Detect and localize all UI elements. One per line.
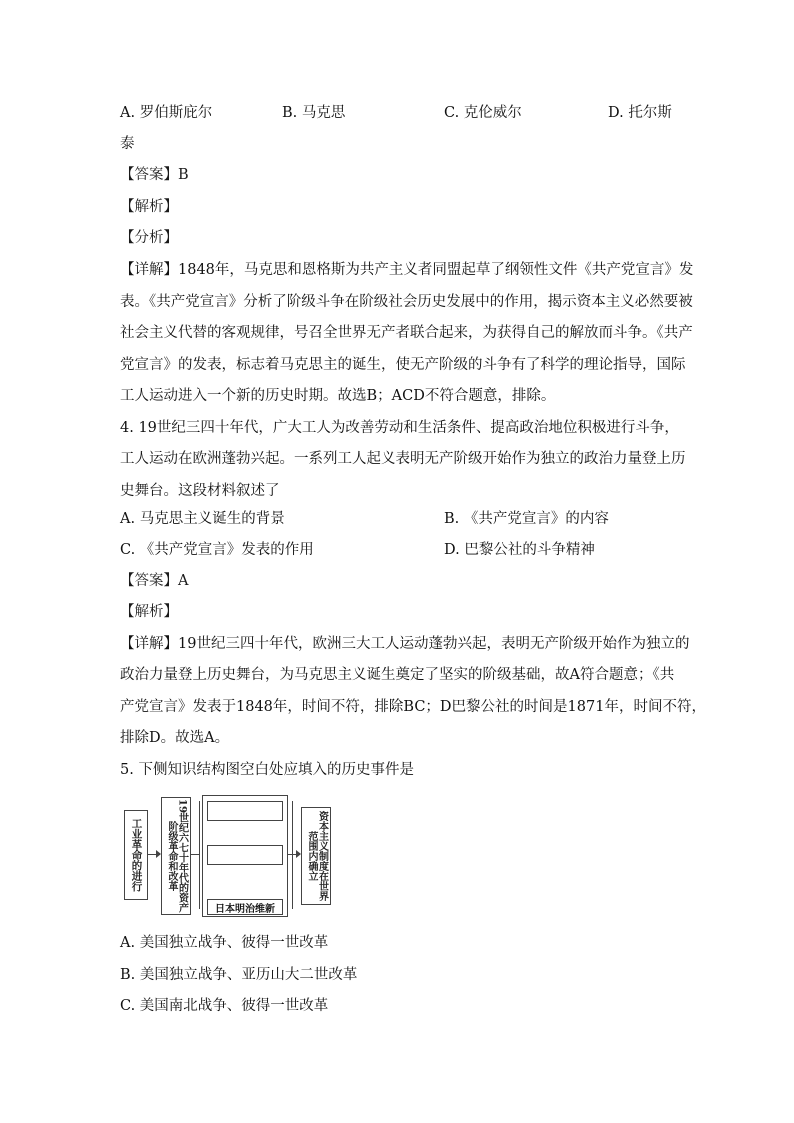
q4-stem-line: 史舞台。这段材料叙述了 xyxy=(120,483,280,499)
q3-option-d-wrap: 泰 xyxy=(120,136,135,152)
q5-option-a: A. 美国独立战争、彼得一世改革 xyxy=(120,935,329,951)
q3-detail-line: 党宣言》的发表，标志着马克思主的诞生，使无产阶级的斗争有了科学的理论指导，国际 xyxy=(120,357,686,373)
diagram-meiji-text: 日本明治维新 xyxy=(215,903,275,915)
q4-detail-line: 产党宣言》发表于1848年，时间不符，排除BC；D巴黎公社的时间是1871年，时间不符， xyxy=(120,699,706,715)
q3-detail-line: 社会主义代替的客观规律，号召全世界无产者联合起来，为获得自己的解放而斗争。《共产 xyxy=(120,325,693,341)
q3-option-d: D. 托尔斯 xyxy=(608,105,672,121)
diagram-bracket xyxy=(199,801,200,909)
q3-detail-line: 表。《共产党宣言》分析了阶级斗争在阶级社会历史发展中的作用，揭示资本主义必然要被 xyxy=(120,294,693,310)
diagram-left-box xyxy=(124,810,148,900)
diagram-connector xyxy=(191,854,199,855)
q5-option-b: B. 美国独立战争、亚历山大二世改革 xyxy=(120,967,358,983)
q5-option-c: C. 美国南北战争、彼得一世改革 xyxy=(120,998,329,1014)
q4-stem-line: 4. 19世纪三四十年代，广大工人为改善劳动和生活条件、提高政治地位积极进行斗争， xyxy=(120,420,679,436)
q3-option-c: C. 克伦威尔 xyxy=(444,105,522,121)
q4-option-a: A. 马克思主义诞生的背景 xyxy=(120,511,285,527)
diagram-middle-box xyxy=(161,797,191,915)
q4-option-c: C. 《共产党宣言》发表的作用 xyxy=(120,542,314,558)
q3-detail-line: 【详解】1848年，马克思和恩格斯为共产主义者同盟起草了纲领性文件《共产党宣言》发 xyxy=(120,262,694,278)
diagram-meiji-box xyxy=(207,899,283,915)
q4-option-b: B. 《共产党宣言》的内容 xyxy=(444,511,609,527)
q3-option-a: A. 罗伯斯庇尔 xyxy=(120,105,213,121)
q3-option-b: B. 马克思 xyxy=(282,105,346,121)
q4-option-d: D. 巴黎公社的斗争精神 xyxy=(444,542,595,558)
diagram-blank-box-2 xyxy=(207,845,283,865)
diagram-right-box xyxy=(301,807,331,905)
q3-answer: 【答案】B xyxy=(120,167,189,183)
q3-jiexi-heading: 【解析】 xyxy=(120,199,178,215)
knowledge-structure-diagram xyxy=(120,795,450,920)
q3-fenxi-heading: 【分析】 xyxy=(120,230,178,246)
diagram-right-text: 资本主义制度在世界范围内确立 xyxy=(306,811,328,901)
diagram-middle-text: 19世纪六七十年代的资产阶级革命和改革 xyxy=(166,799,188,913)
q4-detail-line: 排除D。故选A。 xyxy=(120,730,230,746)
q4-detail-line: 政治力量登上历史舞台，为马克思主义诞生奠定了坚实的阶级基础，故A符合题意；《共 xyxy=(120,667,675,683)
q4-stem-line: 工人运动在欧洲蓬勃兴起。一系列工人起义表明无产阶级开始作为独立的政治力量登上历 xyxy=(120,451,686,467)
diagram-left-text: 工业革命的进行 xyxy=(130,818,143,892)
q4-detail-line: 【详解】19世纪三四十年代，欧洲三大工人运动蓬勃兴起，表明无产阶级开始作为独立的 xyxy=(120,636,690,652)
q5-stem: 5. 下侧知识结构图空白处应填入的历史事件是 xyxy=(120,762,414,778)
q3-detail-line: 工人运动进入一个新的历史时期。故选B；ACD不符合题意，排除。 xyxy=(120,388,556,404)
diagram-bracket xyxy=(292,801,293,909)
q4-jiexi-heading: 【解析】 xyxy=(120,604,178,620)
diagram-blank-box-1 xyxy=(207,801,283,821)
q4-answer: 【答案】A xyxy=(120,573,189,589)
